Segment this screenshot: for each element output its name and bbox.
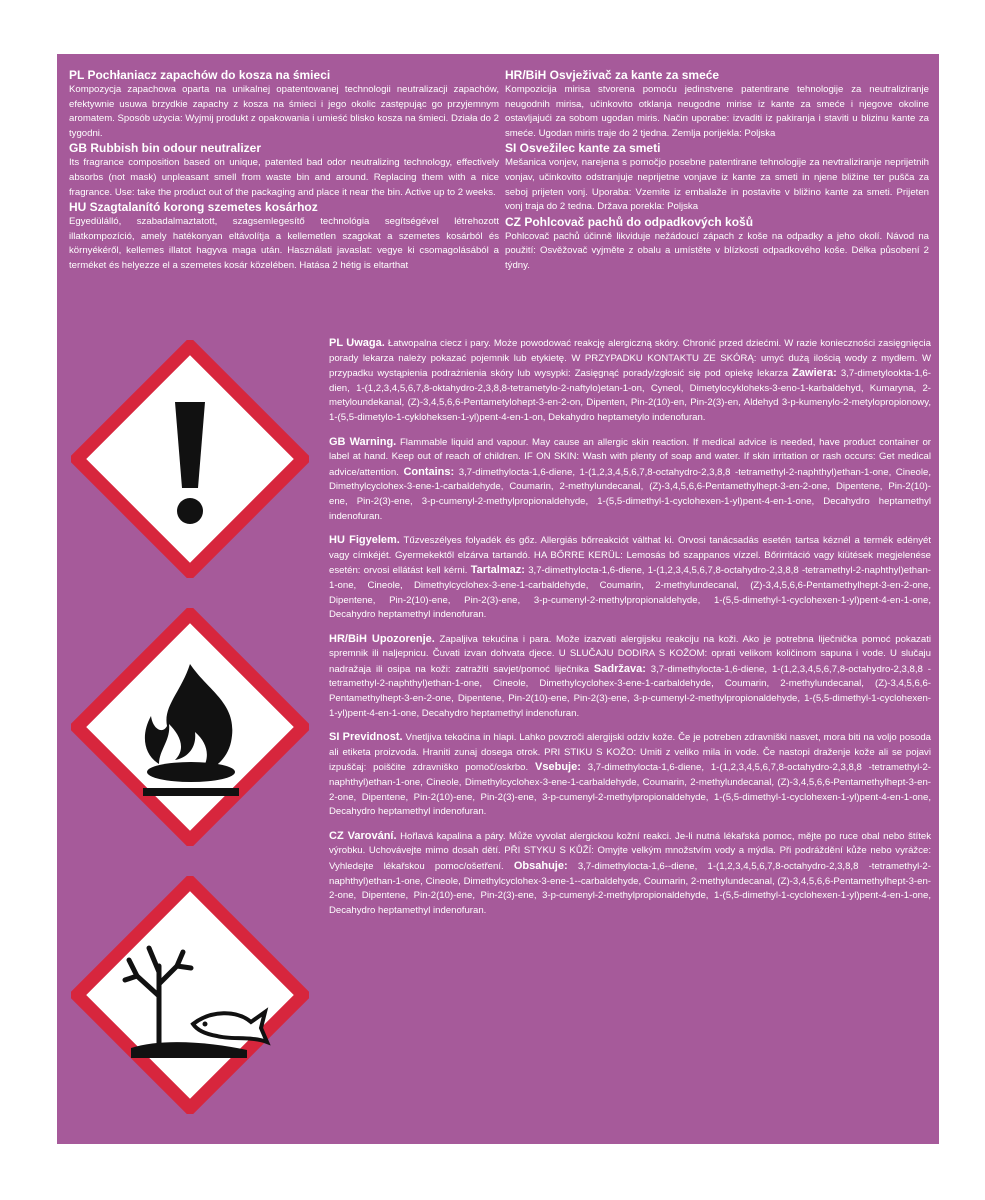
warning-pl-contains: 3,7-dimetylookta-1,6-dien, 1-(1,2,3,4,5,6,7,8-oktahydro-2,3,8,8-tetrametylo-2-naftylo)etan-1-on, Cyneol, Dimetylocykloheks-3-eno-1-karbaldehyd, Kumaryna, 2-metyloundekanal, (Z)-3,4,5,6,6-Pentametylohept-3-en-2-on, Dipenten, Pin-2(10)-en, Pin-2(3)-en, Aldehyd 3-p-kumenylo-2-metylopropionowy, 1-(5,5-dimetylo-1-cykloheksen-1-yl)pent-4-en-1-on, Dekahydro heptametylo indenofuran. bbox=[329, 368, 932, 423]
warning-hr-contains: 3,7-dimethylocta-1,6-diene, 1-(1,2,3,4,5,6,7,8-octahydro-2,3,8,8 -tetramethyl-2-naphthyl)ethan-1-one, Cineole, Dimethylcyclohex-3-ene-1-carbaldehyde, Coumarin, 2-methylundecanal, (Z)-3,4,5,6,6-Pentamethylhept-3-en-2-one, Dipentene, Pin-2(10)-ene, Pin-2(3)-ene, 3-p-cumenyl-2-methylpropionaldehyde, 1-(5,5-dimethyl-1-cyclohexen-1-yl)pent-4-en-1-one, Decahydro heptamethyl indenofuran. bbox=[329, 663, 931, 719]
warning-gb bbox=[329, 435, 931, 525]
warning-cz-contains-label: Obsahuje: bbox=[513, 860, 568, 872]
warning-hu bbox=[329, 533, 931, 623]
exclamation-mark-icon bbox=[71, 340, 309, 578]
si-description: Mešanica vonjev, narejena s pomočjo posebne patentirane tehnologije za nevtraliziranje neprijetnih vonjav, učinkovito odstranjuje neprijetne vonjave iz kante za smeti in njene bližine ter pušča za seboj prijeten vonj. Uporaba: Vzemite iz embalaže in postavite v bližino kante za smeti. Prijeten vonj traja do 2 tedna. Država porekla: Poljska bbox=[505, 157, 929, 213]
cz-description: Pohlcovač pachů účinně likviduje nežádoucí zápach z koše na odpadky a jeho okolí. Návod na použití: Osvěžovač vyjměte z obalu a umístěte v blízkosti odpadkového koše. Délka působení 2 týdny. bbox=[505, 230, 929, 271]
warning-hu-contains-label: Tartalmaz: bbox=[470, 564, 525, 577]
warning-pl-body: Łatwopalna ciecz i pary. Może powodować reakcję alergiczną skóry. Chronić przed dziećmi. W razie konieczności zasięgnięcia porady lekarza należy pokazać pojemnik lub etykietę. W PRZYPADKU KONTAKTU ZE SKÓRĄ: umyć dużą ilością wody z mydłem. W przypadku wystąpienia podrażnienia skóry lub wysypki: Zasięgnąć porady/zgłosić się pod opiekę lekarza bbox=[329, 338, 931, 380]
environment-dead-tree-fish-icon bbox=[71, 876, 309, 1114]
warning-hu-heading: HU Figyelem. bbox=[329, 534, 400, 547]
hu-title: HU Szagtalanító korong szemetes kosárhoz bbox=[69, 200, 318, 215]
flame-icon bbox=[71, 608, 309, 846]
warning-si-body: Vnetljiva tekočina in hlapi. Lahko povzroči alergijski odziv kože. Če je potreben zdravniški nasvet, mora biti na voljo posoda ali etiketa proizvoda. Hraniti zunaj dosega otrok. PRI STIKU S KOŽO: Umiti z veliko mila in vode. Če nastopi draženje kože ali se pojavi izpuščaj: poiščite zdravniško pomoč/oskrbo. bbox=[329, 732, 932, 774]
warning-si-contains-label: Vsebuje: bbox=[535, 761, 581, 774]
warning-hr-contains-label: Sadržava: bbox=[593, 662, 646, 675]
product-label-panel bbox=[57, 54, 939, 1144]
warning-hu-body: Tűzveszélyes folyadék és gőz. Allergiás bőrreakciót válthat ki. Orvosi tanácsadás esetén tartsa kéznél a termék edényét vagy címkéjét. Gyermekektől elzárva tartandó. HA BŐRRE KERÜL: Lemosás bő szappanos vízzel. Bőrirritáció vagy kiütések megjelenése esetén: orvosi ellátást kell kérni. bbox=[329, 535, 931, 577]
warning-pl bbox=[329, 336, 931, 426]
warning-pl-contains-label: Zawiera: bbox=[792, 367, 837, 380]
gb-description: Its fragrance composition based on unique, patented bad odor neutralizing technology, effectively absorbs (not mask) unpleasant smell from waste bin and around. Replacing them with a nice fragrance. Use: take the product out of the packaging and place it near the bin. Active up to 2 weeks. bbox=[69, 157, 499, 198]
warning-cz-body: Hořlavá kapalina a páry. Může vyvolat alergickou kožní reakci. Je-li nutná lékařská pomoc, mějte po ruce obal nebo štítek výrobku. Uchovávejte mimo dosah dětí. PŘI STYKU S KŮŽÍ: Omyjte velkým množstvím vody a mýdla. Při podráždění kůže nebo vyrážce: Vyhledejte lékařskou pomoc/ošetření. bbox=[329, 830, 931, 872]
hazard-warnings bbox=[329, 336, 931, 927]
warning-cz-heading: CZ Varování. bbox=[329, 829, 397, 842]
warning-hr-body: Zapaljiva tekućina i para. Može izazvati alergijsku reakciju na koži. Ako je potrebna liječnička pomoć pokazati spremnik ili naljepnicu. Čuvati izvan dohvata djece. U SLUČAJU DODIRA S KOŽOM: oprati velikom količinom sapuna i vode. U slučaju nadražaja ili osipa na koži: zatražiti savjet/pomoć liječnika bbox=[329, 633, 931, 675]
si-title: SI Osvežilec kante za smeti bbox=[505, 141, 661, 156]
cz-title: CZ Pohlcovač pachů do odpadkových košů bbox=[505, 214, 754, 229]
warning-si bbox=[329, 730, 931, 820]
warning-cz-contains: 3,7-dimethylocta-1,6--diene, 1-(1,2,3,4,5,6,7,8-octahydro-2,3,8,8 -tetramethyl-2-naphthyl)ethan-1-one, Cineole, Dimethylcyclohex-3-ene-1--carbaldehyde, Coumarin, 2-methylundecanal, (Z)-3,4,5,6,6-Pentamethylhept-3-en-2-one, Dipentene, Pin-2(10)-ene, Pin-2(3)-ene, 3-p-cumenyl-2-methylpropionaldehyde, 1-(5,5-dimethyl-1-cyclohexen-1-yl)pent-4-en-1-one, Decahydro heptamethyl indenofuran. bbox=[329, 861, 931, 916]
gb-title: GB Rubbish bin odour neutralizer bbox=[69, 141, 261, 156]
warning-gb-contains: 3,7-dimethylocta-1,6-diene, 1-(1,2,3,4,5,6,7,8-octahydro-2,3,8,8 -tetramethyl-2-naphthyl)ethan-1-one, Cineole, Dimethylcyclohex-3-ene-1-carbaldehyde, Coumarin, 2-methylundecanal, (Z)-3,4,5,6,6-Pentamethylhept-3-en-2-one, Dipentene, Pin-2(10)-ene, Pin-2(3)-ene, 3-p-cumenyl-2-methylpropionaldehyde, 1-(5,5-dimethyl-1-cyclohexen-1-yl)pent-4-en-1-one, Decahydro heptamethyl indenofuran. bbox=[329, 466, 932, 522]
pl-description: Kompozycja zapachowa oparta na unikalnej opatentowanej technologii neutralizacji zapachów, efektywnie usuwa brzydkie zapachy z kosza na śmieci i jego okolic zastępując go przyjemnym aromatem. Sposób użycia: Wyjmij produkt z opakowania i umieść blisko kosza na śmieci. Działa do 2 tygodni. bbox=[69, 84, 499, 139]
pl-title: PL Pochłaniacz zapachów do kosza na śmieci bbox=[69, 68, 331, 82]
hu-description: Egyedülálló, szabadalmaztatott, szagsemlegesítő technológia segítségével létrehozott illatkompozíció, amely hatékonyan eltávolítja a kellemetlen szagokat a szemetes kosárból és környékéről, kellemes illatot hagyva maga után. Használati javaslat: vegye ki csomagolásából a terméket és helyezze el a szemetes kosár közelében. Hatása 2 hétig is eltarthat bbox=[69, 216, 499, 271]
warning-si-contains: 3,7-dimethylocta-1,6-diene, 1-(1,2,3,4,5,6,7,8-octahydro-2,3,8,8 -tetramethyl-2-naphthyl)ethan-1-one, Cineole, Dimethylcyclohex-3-ene-1-carbaldehyde, Coumarin, 2-methylundecanal, (Z)-3,4,5,6,6-Pentamethylhept-3-en-2-one, Dipentene, Pin-2(10)-ene, Pin-2(3)-ene, 3-p-cumenyl-2-methylpropionaldehyde, 1-(5,5-dimethyl-1-cyclohexen-1-yl)pent-4-en-1-one, Decahydro heptamethyl indenofuran. bbox=[329, 762, 931, 818]
warning-hu-contains: 3,7-dimethylocta-1,6-diene, 1-(1,2,3,4,5,6,7,8-octahydro-2,3,8,8 -tetramethyl-2-naphthyl)ethan-1-one, Cineole, Dimethylcyclohex-3-ene-1-carbaldehyde, Coumarin, 2-methylundecanal, (Z)-3,4,5,6,6-Pentamethylhept-3-en-2-one, Dipentene, Pin-2(10)-ene, Pin-2(3)-ene, 3-p-cumenyl-2-methylpropionaldehyde, 1-(5,5-dimethyl-1-cyclohexen-1-yl)pent-4-en-1-one, Decahydro heptamethyl indenofuran. bbox=[329, 565, 931, 621]
warning-hr-heading: HR/BiH Upozorenje. bbox=[329, 632, 435, 645]
warning-hr bbox=[329, 632, 931, 722]
warning-pl-heading: PL Uwaga. bbox=[329, 337, 385, 349]
warning-gb-contains-label: Contains: bbox=[403, 465, 455, 478]
hr-description: Kompozicija mirisa stvorena pomoću jedinstvene patentirane tehnologije za neutraliziranje neugodnih mirisa, učinkovito otklanja neugodne mirise iz kante za smeće i njegove okoline ostavljajući za sobom ugodan miris. Način uporabe: izvaditi iz pakiranja i staviti u blizinu kante za smeće. Ugodan miris traje do 2 tjedna. Zemlja porijekla: Poljska bbox=[505, 84, 929, 139]
warning-gb-body: Flammable liquid and vapour. May cause an allergic skin reaction. If medical advice is needed, have product container or label at hand. Keep out of reach of children. IF ON SKIN: Wash with plenty of soap and water. If skin irritation or rash occurs: Get medical advice/attention. bbox=[329, 436, 931, 478]
description-column-left bbox=[69, 68, 499, 274]
hr-title: HR/BiH Osvježivač za kante za smeće bbox=[505, 68, 720, 82]
description-column-right bbox=[505, 68, 929, 274]
warning-gb-heading: GB Warning. bbox=[329, 435, 397, 448]
warning-cz bbox=[329, 829, 931, 919]
warning-si-heading: SI Previdnost. bbox=[329, 731, 403, 744]
